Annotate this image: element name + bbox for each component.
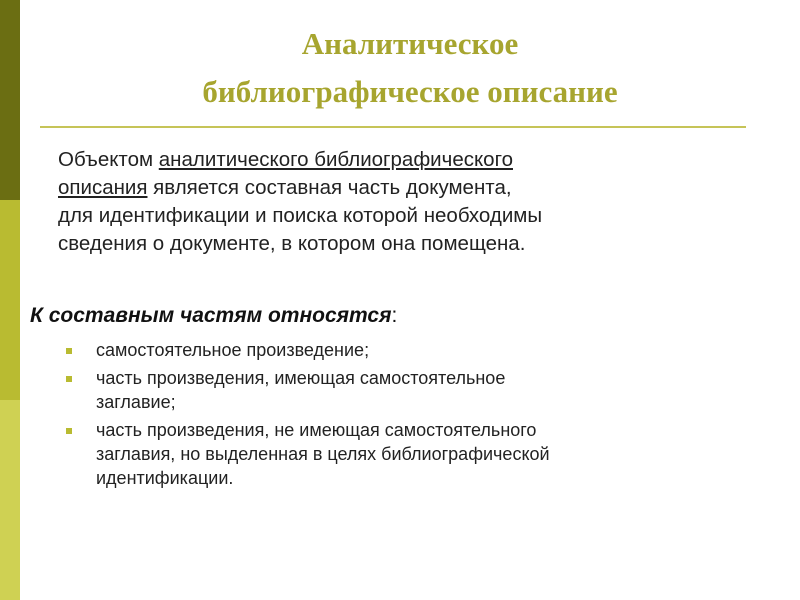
list-item-line: часть произведения, не имеющая самостоятельного: [96, 420, 537, 440]
intro-underlined-term-2: описания: [58, 176, 148, 199]
list-item-line: самостоятельное произведение;: [96, 340, 370, 360]
slide-title-line-1: Аналитическое: [301, 26, 519, 61]
slide-title: [40, 20, 780, 116]
list-item-line: заглавие;: [96, 392, 176, 412]
intro-line-4: сведения о документе, в котором она помещена.: [58, 232, 526, 255]
intro-line-2: [58, 174, 758, 202]
parts-heading-text: К составным частям относятся: [30, 304, 392, 327]
parts-heading-colon: :: [391, 304, 398, 327]
list-item-line: идентификации.: [96, 468, 234, 488]
intro-lead: Объектом: [58, 148, 159, 171]
title-divider: [40, 126, 746, 128]
slide-title-line-2: библиографическое описание: [202, 74, 618, 109]
square-bullet-icon: [66, 348, 72, 354]
decorative-stripe-bottom: [0, 400, 20, 600]
list-item: [66, 338, 766, 362]
list-item: [66, 418, 766, 490]
list-item: [66, 366, 766, 414]
parts-list: [66, 338, 766, 494]
intro-underlined-term-1: аналитического библиографического: [158, 148, 513, 171]
square-bullet-icon: [66, 376, 72, 382]
intro-line-3: для идентификации и поиска которой необходимы: [58, 204, 543, 227]
list-item-line: часть произведения, имеющая самостоятельное: [96, 368, 506, 388]
list-item-line: заглавия, но выделенная в целях библиографической: [96, 444, 550, 464]
square-bullet-icon: [66, 428, 72, 434]
decorative-stripe-middle: [0, 200, 20, 400]
decorative-stripe-top: [0, 0, 20, 200]
intro-line-1: [58, 146, 758, 174]
intro-paragraph: [58, 146, 758, 258]
parts-heading: [30, 302, 397, 330]
intro-line-2-rest: является составная часть документа,: [147, 176, 512, 199]
